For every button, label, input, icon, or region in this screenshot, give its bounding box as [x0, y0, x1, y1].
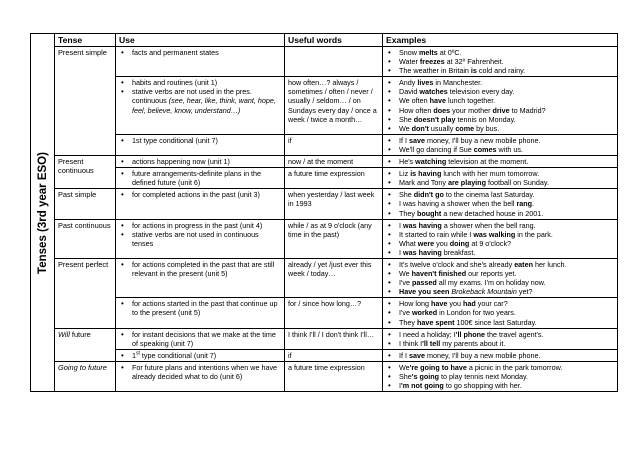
list-item: • David watches television every day.: [386, 87, 614, 96]
examples-cell: [383, 77, 618, 135]
use-cell: [116, 361, 285, 391]
list-item: • How often does your mother drive to Madrid?: [386, 106, 614, 115]
list-item: • It's twelve o'clock and she's already eaten her lunch.: [386, 260, 614, 269]
list-item: • I think I'll tell my parents about it.: [386, 339, 614, 348]
examples-cell: [383, 361, 618, 391]
header-use: Use: [116, 34, 285, 47]
list-item: • How long have you had your car?: [386, 299, 614, 308]
table-row: [55, 77, 618, 135]
useful-cell: if: [285, 134, 383, 155]
header-examples: Examples: [383, 34, 618, 47]
table-row: [55, 219, 618, 258]
header-useful-words: Useful words: [285, 34, 383, 47]
list-item: • facts and permanent states: [119, 48, 281, 57]
use-cell: [116, 77, 285, 135]
tense-present-simple: Present simple: [55, 47, 116, 156]
examples-cell: [383, 168, 618, 189]
useful-cell: I think I'll / I don't think I'll…: [285, 328, 383, 349]
examples-cell: [383, 189, 618, 219]
tense-going-to-future: Going to future: [55, 361, 116, 391]
list-item: • She didn't go to the cinema last Saturday.: [386, 190, 614, 199]
tense-past-continuous: Past continuous: [55, 219, 116, 258]
use-cell: [116, 47, 285, 77]
list-item: • We'll go dancing if Sue comes with us.: [386, 145, 614, 154]
table-row: [55, 349, 618, 361]
side-title-cell: [30, 33, 55, 392]
useful-cell: while / as at 9 o'clock (any time in the past): [285, 219, 383, 258]
header-row: [55, 34, 618, 47]
table-row: [55, 168, 618, 189]
useful-cell: for / since how long…?: [285, 298, 383, 328]
tense-present-continuous: Present continuous: [55, 156, 116, 189]
list-item: • I'm not going to go shopping with her.: [386, 381, 614, 390]
examples-cell: [383, 47, 618, 77]
list-item: • He's watching television at the moment.: [386, 157, 614, 166]
list-item: • Water freezes at 32º Fahrenheit.: [386, 57, 614, 66]
list-item: • She's going to play tennis next Monday.: [386, 372, 614, 381]
use-cell: [116, 134, 285, 155]
list-item: • We're going to have a picnic in the park tomorrow.: [386, 363, 614, 372]
table-row: [55, 134, 618, 155]
useful-cell: if: [285, 349, 383, 361]
list-item: • For future plans and intentions when we have already decided what to do (unit 6): [119, 363, 281, 381]
useful-cell: a future time expression: [285, 168, 383, 189]
use-cell: [116, 298, 285, 328]
list-item: • We haven't finished our reports yet.: [386, 269, 614, 278]
list-item: • Have you seen Brokeback Mountain yet?: [386, 287, 614, 296]
examples-cell: [383, 156, 618, 168]
list-item: • actions happening now (unit 1): [119, 157, 281, 166]
list-item: • for completed actions in the past (unit 3): [119, 190, 281, 199]
examples-cell: [383, 134, 618, 155]
examples-cell: [383, 258, 618, 297]
list-item: • If I save money, I'll buy a new mobile phone.: [386, 351, 614, 360]
list-item: • future arrangements-definite plans in the defined future (unit 6): [119, 169, 281, 187]
useful-cell: a future time expression: [285, 361, 383, 391]
list-item: • Andy lives in Manchester.: [386, 78, 614, 87]
list-item: • for actions completed in the past that are still relevant in the present (unit 5): [119, 260, 281, 278]
list-item: • Liz is having lunch with her mum tomorrow.: [386, 169, 614, 178]
list-item: • stative verbs are not used in continuous tenses: [119, 230, 281, 248]
table-row: [55, 189, 618, 219]
list-item: • for actions started in the past that continue up to the present (unit 5): [119, 299, 281, 317]
list-item: • It started to rain while I was walking in the park.: [386, 230, 614, 239]
list-item: • 1st type conditional (unit 7): [119, 136, 281, 145]
use-cell: [116, 258, 285, 297]
list-item: • for instant decisions that we make at the time of speaking (unit 7): [119, 330, 281, 348]
table-row: [55, 156, 618, 168]
list-item: • I've passed all my exams. I'm on holiday now.: [386, 278, 614, 287]
table-row: [55, 258, 618, 297]
list-item: • I've worked in London for two years.: [386, 308, 614, 317]
list-item: • If I save money, I'll buy a new mobile phone.: [386, 136, 614, 145]
tense-present-perfect: Present perfect: [55, 258, 116, 328]
list-item: • She doesn't play tennis on Monday.: [386, 115, 614, 124]
examples-cell: [383, 349, 618, 361]
list-item: • I was having a shower when the bell rang.: [386, 199, 614, 208]
list-item: • We often have lunch together.: [386, 96, 614, 105]
list-item: • 1st type conditional (unit 7): [119, 351, 281, 360]
table-row: [55, 47, 618, 77]
list-item: • I need a holiday; I'll phone the travel agent's.: [386, 330, 614, 339]
tense-will-future: Will future: [55, 328, 116, 361]
table-row: [55, 298, 618, 328]
list-item: • I was having breakfast.: [386, 248, 614, 257]
list-item: • We don't usually come by bus.: [386, 124, 614, 133]
useful-cell: when yesterday / last week in 1993: [285, 189, 383, 219]
examples-cell: [383, 219, 618, 258]
use-cell: [116, 328, 285, 349]
examples-cell: [383, 328, 618, 349]
useful-cell: already / yet /just ever this week / today…: [285, 258, 383, 297]
table-row: [55, 361, 618, 391]
use-cell: [116, 189, 285, 219]
header-tense: Tense: [55, 34, 116, 47]
list-item: • habits and routines (unit 1): [119, 78, 281, 87]
use-cell: [116, 349, 285, 361]
list-item: • Mark and Tony are playing football on Sunday.: [386, 178, 614, 187]
list-item: • They have spent 100€ since last Saturday.: [386, 318, 614, 327]
useful-cell: [285, 47, 383, 77]
list-item: • Snow melts at 0ºC.: [386, 48, 614, 57]
use-cell: [116, 168, 285, 189]
list-item: • for actions in progress in the past (unit 4): [119, 221, 281, 230]
list-item: • What were you doing at 9 o'clock?: [386, 239, 614, 248]
use-cell: [116, 156, 285, 168]
useful-cell: how often…? always / sometimes / often / never / usually / seldom… / on Sundays every day / once a week / twice a month…: [285, 77, 383, 135]
tenses-table: [54, 33, 618, 392]
table-row: [55, 328, 618, 349]
use-cell: [116, 219, 285, 258]
useful-cell: now / at the moment: [285, 156, 383, 168]
list-item: • They bought a new detached house in 2001.: [386, 209, 614, 218]
examples-cell: [383, 298, 618, 328]
side-title: Tenses (3rd year ESO): [36, 151, 49, 274]
tense-past-simple: Past simple: [55, 189, 116, 219]
list-item: • stative verbs are not used in the pres. continuous (see, hear, like, think, want, hope, feel, believe, know, understand…): [119, 87, 281, 114]
list-item: • The weather in Britain is cold and rainy.: [386, 66, 614, 75]
list-item: • I was having a shower when the bell rang.: [386, 221, 614, 230]
